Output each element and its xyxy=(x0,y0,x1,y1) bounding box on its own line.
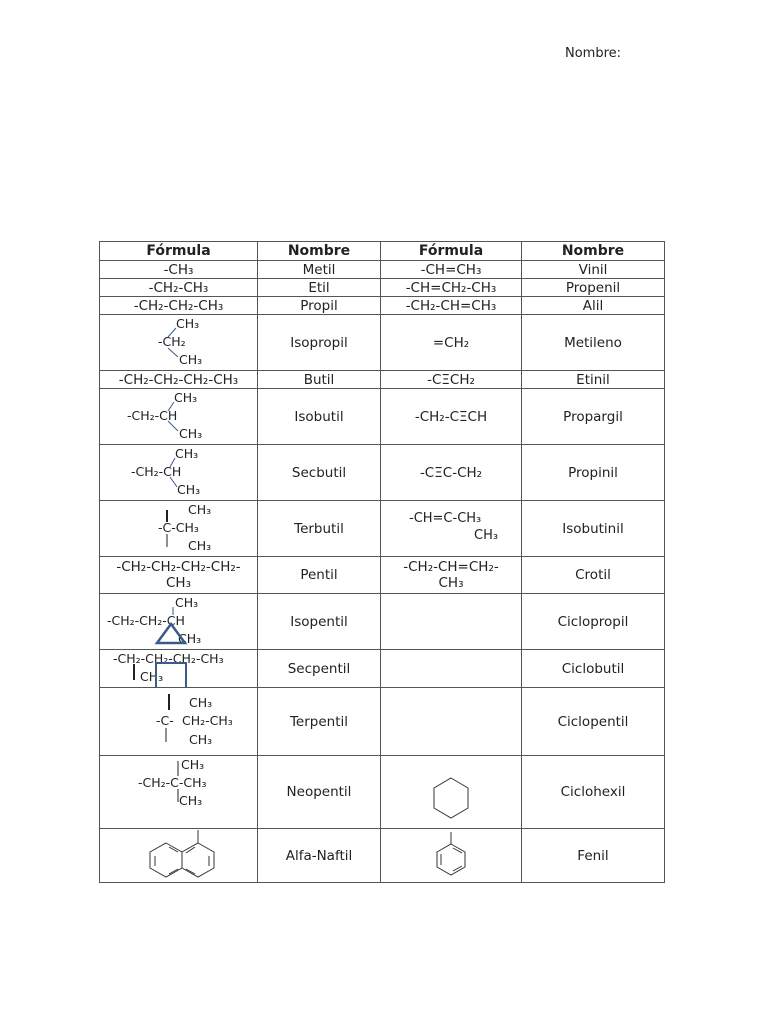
formula-line: -CH₂-CH=CH₂- xyxy=(403,559,499,575)
table-row xyxy=(100,650,665,688)
name-cell: Isobutinil xyxy=(522,501,665,557)
formula-fragment: CH₃ xyxy=(175,446,199,461)
table-row xyxy=(100,279,665,297)
formula-cell: =CH₂ xyxy=(381,315,522,371)
name-cell: Propil xyxy=(258,297,381,315)
table-row xyxy=(100,389,665,445)
table-row xyxy=(100,688,665,756)
name-cell: Terbutil xyxy=(258,501,381,557)
bond-lines xyxy=(100,445,258,500)
table-row xyxy=(100,445,665,501)
formula-cell: -CH₂-CH₂-CH₂-CH₃ xyxy=(100,371,258,389)
name-cell: Etinil xyxy=(522,371,665,389)
bond-lines xyxy=(100,688,258,755)
formula-fragment: CH₃ xyxy=(474,528,499,543)
formula-fragment: -CH₂-CH₂-CH xyxy=(107,613,185,628)
formula-fragment: -CH₂-CH xyxy=(127,408,178,423)
formula-fragment: CH₃ xyxy=(176,316,200,331)
cyclohexane-cell xyxy=(381,756,522,829)
formula-fragment: -C- xyxy=(156,713,174,728)
formula-fragment: CH₃ xyxy=(181,757,205,772)
bond-lines xyxy=(100,315,258,370)
formula-fragment: -CH=C-CH₃ xyxy=(409,511,482,526)
formula-fragment: CH₃ xyxy=(140,669,164,684)
header-nombre-1: Nombre xyxy=(258,242,381,261)
formula-fragment: CH₃ xyxy=(177,482,201,497)
name-cell: Fenil xyxy=(522,829,665,883)
formula-fragment: -CH₂-CH₂-CH₂-CH₃ xyxy=(113,651,224,666)
formula-cell xyxy=(100,315,258,371)
name-cell: Ciclopropil xyxy=(522,594,665,650)
formula-cell: -CH₂-CH₂-CH₃ xyxy=(100,297,258,315)
formula-cell xyxy=(100,688,258,756)
cyclobutyl-square-annotation xyxy=(100,650,258,687)
formula-cell: -CH₂-CH₃ xyxy=(100,279,258,297)
formula-cell: -CH₂-CΞCH xyxy=(381,389,522,445)
header-formula-1: Fórmula xyxy=(100,242,258,261)
name-cell: Metileno xyxy=(522,315,665,371)
formula-fragment: -CH₂-CH xyxy=(131,464,182,479)
cyclopropyl-triangle-annotation xyxy=(100,594,258,649)
name-cell: Ciclopentil xyxy=(522,688,665,756)
formula-cell: -CH₂-CH=CH₃ xyxy=(381,297,522,315)
bond-lines xyxy=(100,501,258,556)
formula-cell xyxy=(381,688,522,756)
name-cell: Secbutil xyxy=(258,445,381,501)
name-cell: Ciclobutil xyxy=(522,650,665,688)
formula-cell xyxy=(100,445,258,501)
table-header-row xyxy=(100,242,665,261)
formula-cell xyxy=(100,389,258,445)
formula-fragment: CH₃ xyxy=(188,502,212,517)
table-row xyxy=(100,371,665,389)
table-row xyxy=(100,501,665,557)
phenyl-cell xyxy=(381,829,522,883)
naphthalene-structure xyxy=(100,829,258,882)
formula-cell xyxy=(381,501,522,557)
naphthyl-cell xyxy=(100,829,258,883)
table-row xyxy=(100,297,665,315)
formula-fragment: CH₃ xyxy=(179,352,203,367)
name-cell: Secpentil xyxy=(258,650,381,688)
formula-cell xyxy=(381,557,522,594)
table-row xyxy=(100,829,665,883)
formula-fragment: CH₃ xyxy=(188,538,212,553)
name-cell: Propinil xyxy=(522,445,665,501)
name-cell: Isopropil xyxy=(258,315,381,371)
name-cell: Isobutil xyxy=(258,389,381,445)
formula-line: CH₃ xyxy=(166,575,191,591)
formula-fragment: CH₃ xyxy=(175,595,199,610)
name-cell: Neopentil xyxy=(258,756,381,829)
formula-cell: -CH=CH₃ xyxy=(381,261,522,279)
table-row xyxy=(100,594,665,650)
formula-cell xyxy=(100,650,258,688)
formula-fragment: -CH₂-C-CH₃ xyxy=(138,775,207,790)
formula-cell: -CH=CH₂-CH₃ xyxy=(381,279,522,297)
bond-lines xyxy=(100,756,258,828)
formula-fragment: CH₂-CH₃ xyxy=(182,713,233,728)
table-row xyxy=(100,756,665,829)
formula-cell xyxy=(381,650,522,688)
name-cell: Vinil xyxy=(522,261,665,279)
nombre-label: Nombre: xyxy=(565,46,622,61)
name-cell: Ciclohexil xyxy=(522,756,665,829)
alkyl-groups-table xyxy=(99,241,665,883)
formula-fragment: CH₃ xyxy=(179,793,203,808)
table-row xyxy=(100,315,665,371)
name-cell: Propargil xyxy=(522,389,665,445)
name-cell: Isopentil xyxy=(258,594,381,650)
formula-fragment: CH₃ xyxy=(179,426,203,441)
formula-fragment: CH₃ xyxy=(174,390,198,405)
formula-cell xyxy=(100,557,258,594)
formula-fragment: CH₃ xyxy=(189,695,213,710)
formula-fragment: -C-CH₃ xyxy=(158,520,199,535)
formula-line: CH₃ xyxy=(438,575,464,591)
formula-fragment: CH₃ xyxy=(178,631,202,646)
formula-cell xyxy=(100,756,258,829)
name-cell: Crotil xyxy=(522,557,665,594)
cyclohexane-ring xyxy=(381,756,522,828)
formula-cell: -CΞC-CH₂ xyxy=(381,445,522,501)
formula-line: -CH₂-CH₂-CH₂-CH₂- xyxy=(116,559,241,575)
header-formula-2: Fórmula xyxy=(381,242,522,261)
formula-cell xyxy=(100,501,258,557)
name-cell: Terpentil xyxy=(258,688,381,756)
formula-cell: -CΞCH₂ xyxy=(381,371,522,389)
formula-cell xyxy=(381,594,522,650)
name-cell: Alfa-Naftil xyxy=(258,829,381,883)
name-cell: Etil xyxy=(258,279,381,297)
name-cell: Propenil xyxy=(522,279,665,297)
formula-cell xyxy=(100,594,258,650)
header-nombre-2: Nombre xyxy=(522,242,665,261)
benzene-ring xyxy=(381,829,522,882)
name-cell: Metil xyxy=(258,261,381,279)
table-row xyxy=(100,557,665,594)
formula-fragment: CH₃ xyxy=(189,732,213,747)
name-cell: Alil xyxy=(522,297,665,315)
formula-cell: -CH₃ xyxy=(100,261,258,279)
table-row xyxy=(100,261,665,279)
name-cell: Pentil xyxy=(258,557,381,594)
bond-lines xyxy=(100,389,258,444)
formula-fragment: -CH₂ xyxy=(158,334,186,349)
name-cell: Butil xyxy=(258,371,381,389)
